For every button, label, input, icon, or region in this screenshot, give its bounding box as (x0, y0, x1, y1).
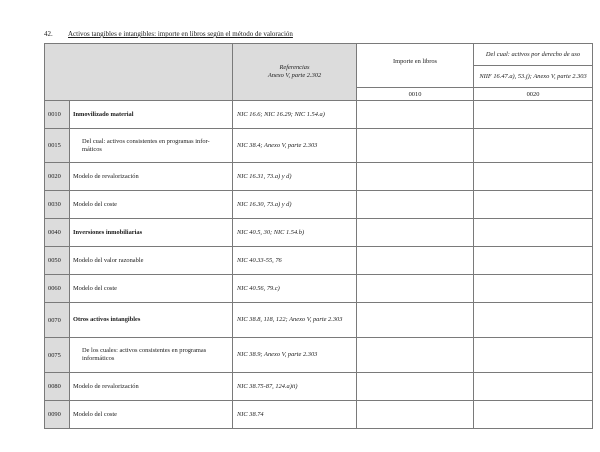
value-cell-0020[interactable] (474, 275, 593, 303)
row-reference: NIC 38.4; Anexo V, parte 2.303 (233, 129, 357, 163)
row-label: Inmovilizado material (70, 101, 233, 129)
row-label: Modelo de revalorización (70, 163, 233, 191)
references-header-sub: Anexo V, parte 2.302 (267, 72, 322, 79)
row-code: 0050 (45, 247, 70, 275)
row-reference: NIC 38.9; Anexo V, parte 2.303 (233, 338, 357, 373)
of-which-refs: NIIF 16.47.a), 53.j); Anexo V, parte 2.303 (474, 66, 593, 88)
row-code: 0075 (45, 338, 70, 373)
value-cell-0010[interactable] (357, 275, 474, 303)
value-cell-0020[interactable] (474, 401, 593, 429)
row-code: 0020 (45, 163, 70, 191)
value-cell-0010[interactable] (357, 163, 474, 191)
value-cell-0010[interactable] (357, 338, 474, 373)
row-label: Modelo del coste (70, 275, 233, 303)
table-row (45, 338, 593, 373)
row-label: Modelo de revalorización (70, 373, 233, 401)
column-code-0020: 0020 (474, 88, 593, 101)
table-row (45, 303, 593, 338)
value-cell-0020[interactable] (474, 303, 593, 338)
row-code: 0060 (45, 275, 70, 303)
references-header (233, 44, 357, 101)
value-cell-0020[interactable] (474, 129, 593, 163)
row-reference: NIC 40.33-55, 76 (233, 247, 357, 275)
row-label: Del cual: activos consistentes en programas infor-máticos (70, 129, 233, 163)
value-cell-0020[interactable] (474, 101, 593, 129)
carrying-amount-header: Importe en libros (357, 44, 474, 88)
table-row (45, 275, 593, 303)
column-code-0010: 0010 (357, 88, 474, 101)
valuation-table (44, 43, 593, 429)
value-cell-0020[interactable] (474, 338, 593, 373)
row-label: Otros activos intangibles (70, 303, 233, 338)
row-reference: NIC 16.30, 73.a) y d) (233, 191, 357, 219)
row-code: 0080 (45, 373, 70, 401)
table-row (45, 247, 593, 275)
table-row (45, 219, 593, 247)
table-row (45, 373, 593, 401)
value-cell-0020[interactable] (474, 247, 593, 275)
row-code: 0070 (45, 303, 70, 338)
row-reference: NIC 16.31, 73.a) y d) (233, 163, 357, 191)
value-cell-0020[interactable] (474, 191, 593, 219)
row-reference: NIC 40.56, 79.c) (233, 275, 357, 303)
value-cell-0010[interactable] (357, 373, 474, 401)
section-title: Activos tangibles e intangibles: importe en libros según el método de valoración (68, 30, 293, 38)
value-cell-0010[interactable] (357, 401, 474, 429)
table-row (45, 101, 593, 129)
corner-header-cell (45, 44, 233, 101)
value-cell-0020[interactable] (474, 373, 593, 401)
table-row (45, 401, 593, 429)
row-code: 0040 (45, 219, 70, 247)
row-reference: NIC 40.5, 30; NIC 1.54.b) (233, 219, 357, 247)
value-cell-0010[interactable] (357, 101, 474, 129)
row-code: 0010 (45, 101, 70, 129)
row-reference: NIC 38.75-87, 124.a)ii) (233, 373, 357, 401)
table-row (45, 191, 593, 219)
of-which-header: Del cual: activos por derecho de uso (474, 44, 593, 66)
value-cell-0010[interactable] (357, 191, 474, 219)
references-header-title: Referencias (279, 64, 310, 71)
table-row (45, 129, 593, 163)
row-code: 0030 (45, 191, 70, 219)
section-heading (44, 30, 293, 38)
row-reference: NIC 38.8, 118, 122; Anexo V, parte 2.303 (233, 303, 357, 338)
value-cell-0020[interactable] (474, 163, 593, 191)
table-row (45, 163, 593, 191)
value-cell-0010[interactable] (357, 247, 474, 275)
row-code: 0090 (45, 401, 70, 429)
value-cell-0010[interactable] (357, 303, 474, 338)
row-label: De los cuales: activos consistentes en programas informáticos (70, 338, 233, 373)
row-label: Modelo del coste (70, 191, 233, 219)
row-reference: NIC 16.6; NIC 16.29; NIC 1.54.a) (233, 101, 357, 129)
value-cell-0010[interactable] (357, 129, 474, 163)
row-code: 0015 (45, 129, 70, 163)
row-label: Modelo del coste (70, 401, 233, 429)
row-label: Modelo del valor razonable (70, 247, 233, 275)
row-reference: NIC 38.74 (233, 401, 357, 429)
value-cell-0020[interactable] (474, 219, 593, 247)
section-number: 42. (44, 30, 53, 38)
value-cell-0010[interactable] (357, 219, 474, 247)
row-label: Inversiones inmobiliarias (70, 219, 233, 247)
